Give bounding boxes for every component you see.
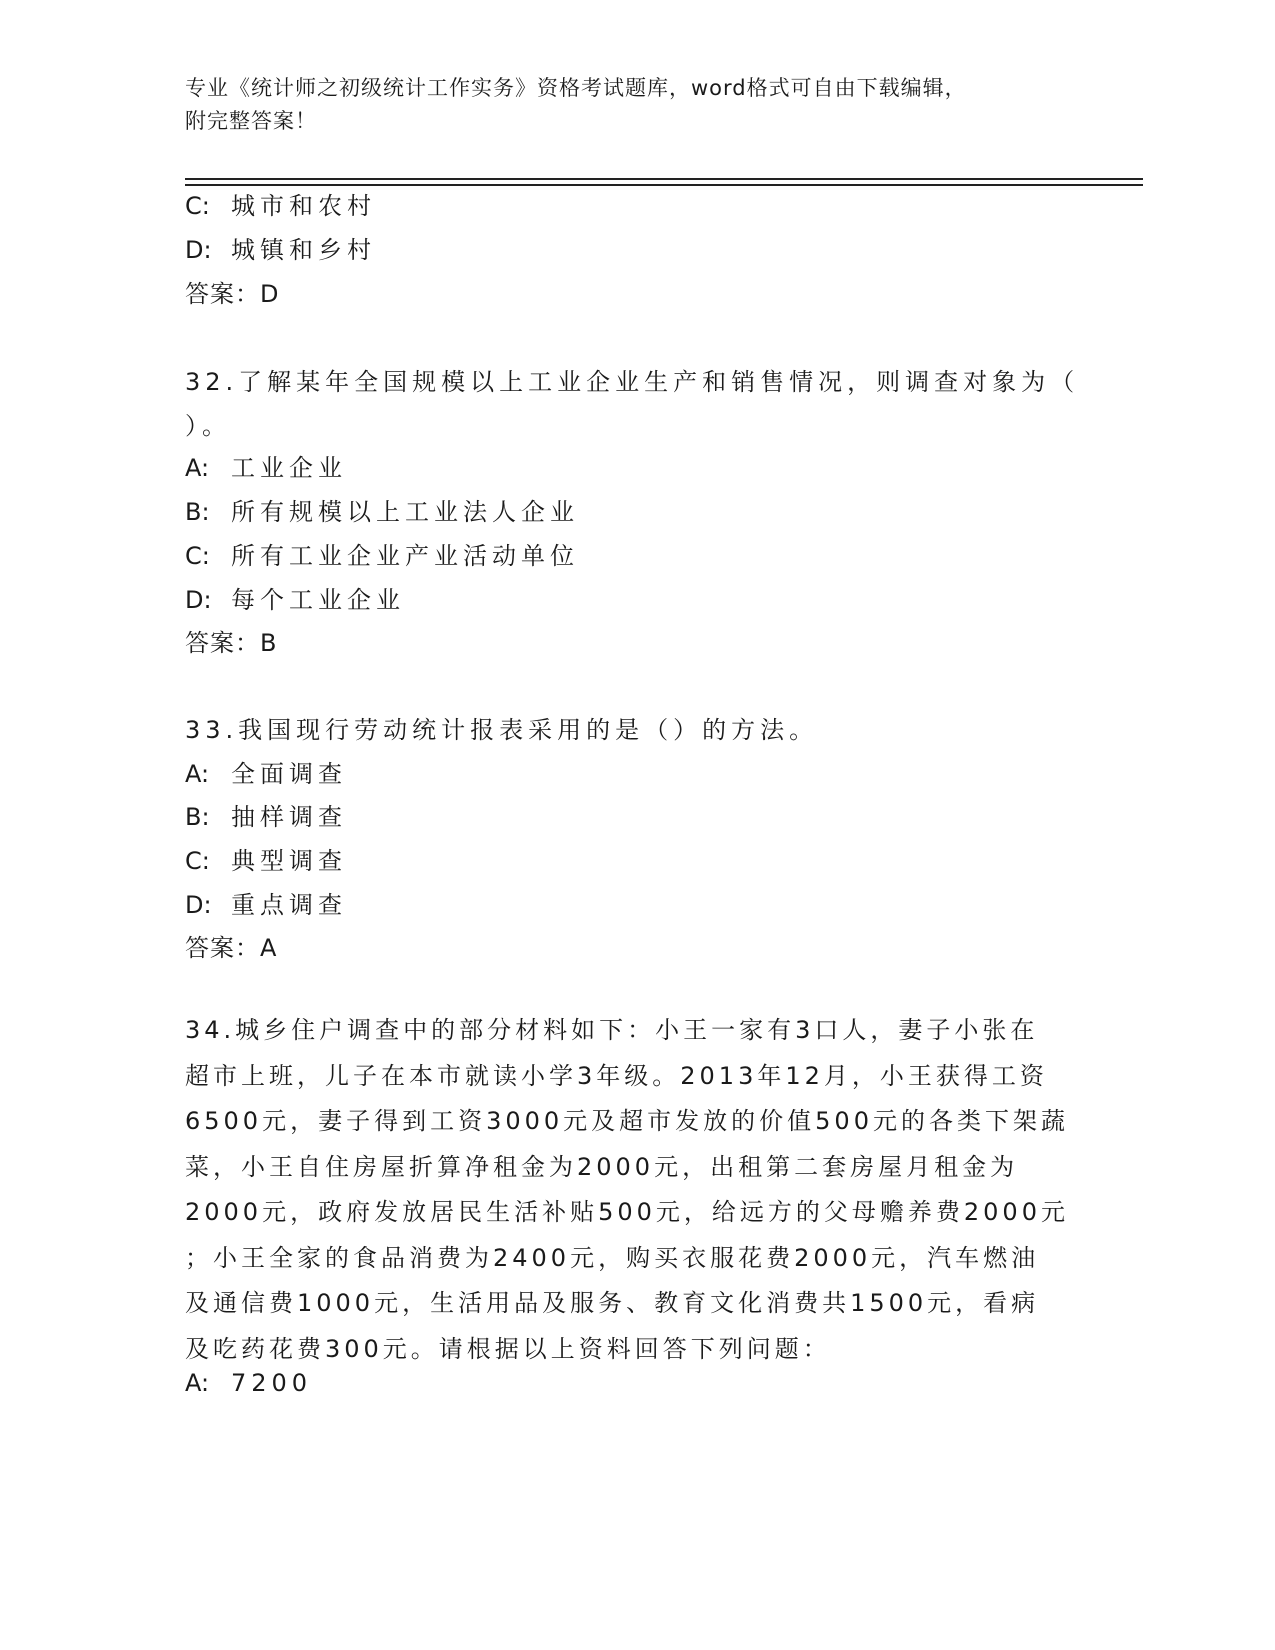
q34-stem-line-6: ；小王全家的食品消费为2400元，购买衣服花费2000元，汽车燃油: [185, 1243, 1040, 1272]
q34-stem-line-8: 及吃药花费300元。请根据以上资料回答下列问题：: [185, 1334, 831, 1363]
option-key: C:: [185, 847, 210, 875]
option-key: A:: [185, 760, 210, 788]
option-key: B:: [185, 498, 210, 526]
q31-option-d: [185, 230, 376, 265]
option-text: 每个工业企业: [231, 586, 405, 614]
q34-stem: [185, 1008, 1075, 1372]
q32-option-c: [185, 536, 579, 571]
q34-stem-line-2: 超市上班，儿子在本市就读小学3年级。2013年12月，小王获得工资: [185, 1061, 1048, 1090]
option-key: C:: [185, 192, 210, 220]
q32-stem-line-1: 32.了解某年全国规模以上工业企业生产和销售情况，则调查对象为（: [185, 368, 1080, 396]
q34-stem-line-5: 2000元，政府发放居民生活补贴500元，给远方的父母赡养费2000元: [185, 1198, 1069, 1226]
option-text: 全面调查: [231, 760, 347, 788]
option-text: 抽样调查: [231, 803, 347, 831]
option-text: 典型调查: [231, 847, 347, 875]
option-text: 城镇和乡村: [231, 236, 376, 264]
option-key: D:: [185, 891, 212, 919]
header-line-2: 附完整答案！: [185, 109, 317, 133]
q33-option-a: [185, 754, 347, 789]
option-text: 重点调查: [231, 891, 347, 919]
option-key: B:: [185, 803, 210, 831]
option-text: 所有工业企业产业活动单位: [231, 542, 579, 570]
q33-option-d: [185, 885, 347, 920]
option-text: 7200: [231, 1369, 313, 1397]
option-text: 城市和农村: [231, 192, 376, 220]
q34-stem-line-3: 6500元，妻子得到工资3000元及超市发放的价值500元的各类下架蔬: [185, 1107, 1069, 1135]
option-text: 工业企业: [231, 454, 347, 482]
q32-answer: 答案：B: [185, 629, 278, 657]
q32-option-d: [185, 580, 405, 615]
q31-answer: 答案：D: [185, 280, 280, 308]
q34-stem-line-7: 及通信费1000元，生活用品及服务、教育文化消费共1500元，看病: [185, 1289, 1040, 1317]
q34-stem-line-1: 34.城乡住户调查中的部分材料如下：小王一家有3口人，妻子小张在: [185, 1016, 1039, 1044]
q33-option-c: [185, 841, 347, 876]
q32-stem-line-2: ）。: [185, 412, 231, 440]
q34-stem-line-4: 菜，小王自住房屋折算净租金为2000元，出租第二套房屋月租金为: [185, 1152, 1019, 1181]
header-line-1: 专业《统计师之初级统计工作实务》资格考试题库，word格式可自由下载编辑，: [185, 76, 967, 100]
option-key: A:: [185, 454, 210, 482]
q33-answer: 答案：A: [185, 934, 278, 962]
option-key: C:: [185, 542, 210, 570]
option-key: A:: [185, 1369, 210, 1397]
option-text: 所有规模以上工业法人企业: [231, 498, 579, 526]
option-key: D:: [185, 586, 212, 614]
q33-option-b: [185, 797, 347, 832]
document-header: [185, 72, 1085, 138]
q32-option-b: [185, 492, 579, 527]
header-divider-top: [185, 178, 1143, 180]
q33-stem: 33.我国现行劳动统计报表采用的是（）的方法。: [185, 716, 819, 744]
q31-option-c: [185, 186, 376, 221]
q34-option-a: [185, 1369, 312, 1397]
option-key: D:: [185, 236, 212, 264]
q32-option-a: [185, 448, 347, 483]
